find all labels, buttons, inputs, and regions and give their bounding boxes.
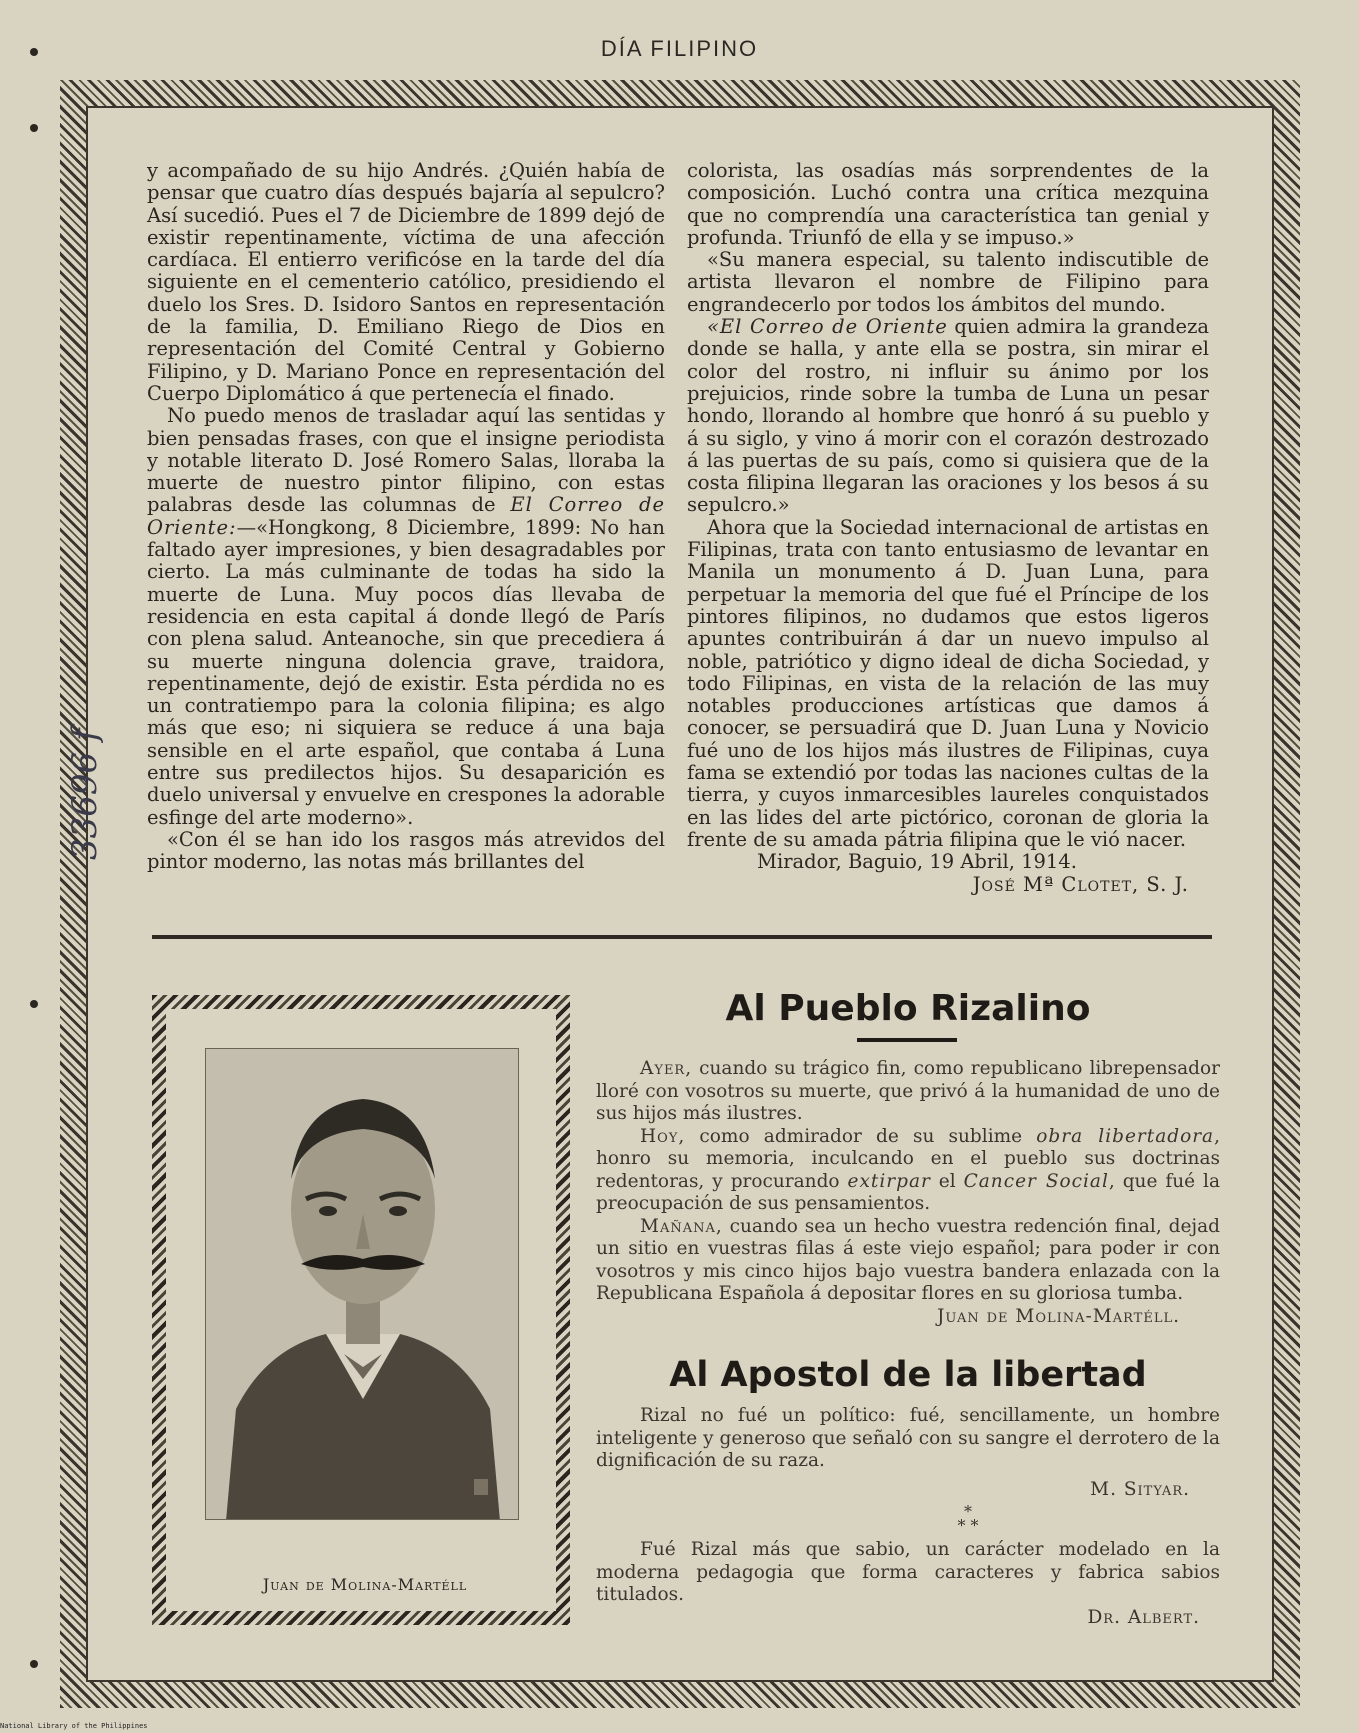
paragraph: y acompañado de su hijo Andrés. ¿Quién había de pensar que cuatro días después bajaría al sepulcro? Así sucedió. Pues el 7 de Diciembre de 1899 dejó de existir repentinamente, víctima de una afección cardíaca. El entierro verificóse en la tarde del día siguiente en el cementerio católico, presidiendo el duelo los Sres. D. Isidoro Santos en representación de la familia, D. Emiliano Riego de Dios en representación del Comité Central y Gobierno Filipino, y D. Mariano Ponce en representación del Cuerpo Diplomático á que pertenecía el finado. bbox=[147, 159, 665, 405]
author-signature: José Mª Clotet, S. J. bbox=[972, 872, 1189, 896]
asterism: * * * bbox=[957, 1502, 979, 1535]
title-rule bbox=[857, 1038, 957, 1042]
portrait-caption: Juan de Molina-Martéll bbox=[262, 1575, 468, 1594]
paragraph: Mañana, cuando sea un hecho vuestra redención final, dejad un sitio en vuestras filas á este viejo español; para poder ir con vosotros y mis cinco hijos bajo vuestra bandera enlazada con la Republicana Española á depositar flores en su gloriosa tumba. bbox=[596, 1215, 1220, 1304]
article-body bbox=[596, 1405, 1220, 1629]
page-header: DÍA FILIPINO bbox=[600, 36, 759, 61]
paragraph: Fué Rizal más que sabio, un carácter modelado en la moderna pedagogia que forma caracteres y fabrica sabios titulados. bbox=[596, 1539, 1220, 1605]
binding-hole bbox=[30, 124, 38, 132]
paragraph: Rizal no fué un político: fué, sencillamente, un hombre inteligente y generoso que señaló con su sangre el derrotero de la dignificación de su raza. bbox=[596, 1405, 1220, 1471]
author-signature: Juan de Molina-Martéll. bbox=[937, 1305, 1180, 1327]
binding-hole bbox=[30, 1660, 38, 1668]
right-column bbox=[687, 160, 1209, 896]
paragraph: Hoy, como admirador de su sublime obra libertadora, honro su memoria, inculcando en el pueblo sus doctrinas redentoras, y procurando extirpar el Cancer Social, que fué la preocupación de sus pensamientos. bbox=[596, 1125, 1220, 1214]
portrait-photo bbox=[205, 1048, 519, 1520]
place-date: Mirador, Baguio, 19 Abril, 1914. bbox=[757, 850, 1077, 874]
article-title: Al Apostol de la libertad bbox=[669, 1355, 1147, 1395]
paragraph: «Su manera especial, su talento indiscutible de artista llevaron el nombre de Filipino para engrandecerlo por todos los ámbitos del mundo. bbox=[687, 248, 1209, 316]
article-body bbox=[596, 1058, 1220, 1328]
paragraph: colorista, las osadías más sorprendentes de la composición. Luchó contra una crítica mezquina que no comprendía una característica tan genial y profunda. Triunfó de ella y se impuso.» bbox=[687, 159, 1209, 249]
section-divider bbox=[152, 935, 1212, 939]
paragraph: «Con él se han ido los rasgos más atrevidos del pintor moderno, las notas más brillantes del bbox=[147, 827, 665, 874]
portrait-illustration bbox=[206, 1049, 519, 1520]
article-title: Al Pueblo Rizalino bbox=[725, 988, 1091, 1029]
paragraph: Ahora que la Sociedad internacional de artistas en Filipinas, trata con tanto entusiasmo de levantar en Manila un monumento á D. Juan Luna, para perpetuar la memoria del que fué el Príncipe de los pintores filipinos, no dudamos que estos ligeros apuntes contribuirán á dar un nuevo impulso al noble, patriótico y digno ideal de dicha Sociedad, y todo Filipinas, en vista de la relación de las muy notables producciones artísticas que damos á conocer, se persuadirá que D. Juan Luna y Novicio fué uno de los hijos más ilustres de Filipinas, cuya fama se extendió por todas las naciones cultas de la tierra, y cuyos inmarcesibles laureles conquistados en las lides del arte pictórico, coronan de gloria la frente de su amada pátria filipina que le vió nacer. bbox=[687, 515, 1209, 851]
footer-credit: National Library of the Philippines bbox=[0, 1722, 148, 1730]
newspaper-name: El Correo de Oriente: bbox=[147, 493, 665, 539]
author-signature: M. Sityar. bbox=[1090, 1478, 1190, 1500]
author-signature: Dr. Albert. bbox=[1087, 1606, 1200, 1628]
paragraph: «El Correo de Oriente quien admira la grandeza donde se halla, y ante ella se postra, sin mirar el color del rostro, ni influir su ánimo por los prejuicios, rinde sobre la tumba de Luna un pesar hondo, llorando al hombre que honró á su pueblo y á su siglo, y vino á morir con el corazón destrozado á las puertas de su país, como si quisiera que de la costa filipina llegaran las oraciones y los besos á su sepulcro.» bbox=[687, 315, 1210, 517]
paragraph: Ayer, cuando su trágico fin, como republicano librepensador lloré con vosotros su muerte, que privó á la humanidad de uno de sus hijos más ilustres. bbox=[596, 1058, 1220, 1124]
newspaper-name: «El Correo de Oriente bbox=[707, 315, 948, 339]
handwritten-annotation: 33696 f bbox=[65, 728, 105, 860]
left-column bbox=[147, 160, 665, 874]
binding-hole bbox=[30, 1000, 38, 1008]
paragraph: No puedo menos de trasladar aquí las sentidas y bien pensadas frases, con que el insigne periodista y notable literato D. José Romero Salas, lloraba la muerte de nuestro pintor filipino, con estas palabras desde las columnas de El Correo de Oriente:—«Hongkong, 8 Diciembre, 1899: No han faltado ayer impresiones, y bien desagradables por cierto. La más culminante de todas ha sido la muerte de Luna. Muy pocos días llevaba de residencia en esta capital á donde llegó de París con plena salud. Anteanoche, sin que precediera á su muerte ninguna dolencia grave, traidora, repentinamente, dejó de existir. Esta pérdida no es un contratiempo para la colonia filipina; es algo más que eso; ni siquiera se reduce á una baja sensible en el arte español, que contaba á Luna entre sus predilectos hijos. Su desaparición es duelo universal y envuelve en crespones la adorable esfinge del arte moderno». bbox=[147, 404, 665, 829]
